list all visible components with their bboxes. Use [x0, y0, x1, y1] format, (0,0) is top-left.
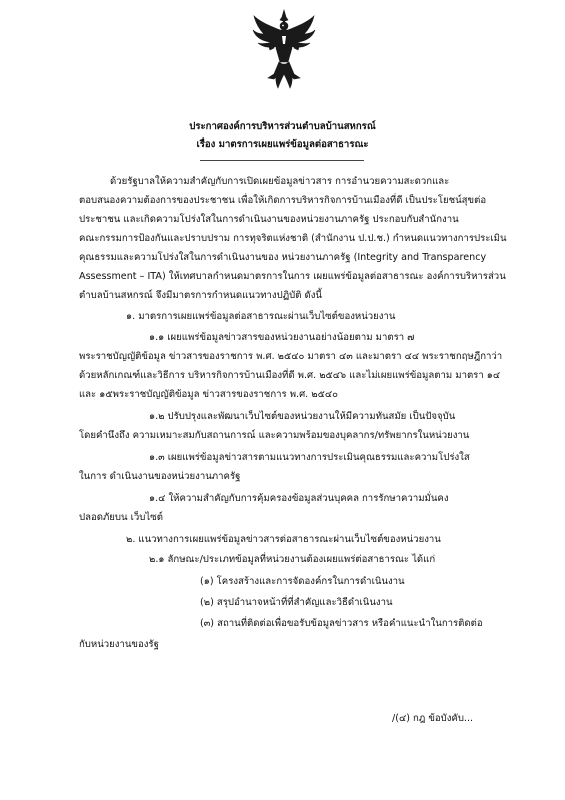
section-1-heading: ๑. มาตรการเผยแพร่ข้อมูลต่อสาธารณะผ่านเว็บไซต์ของหน่วยงาน: [126, 311, 396, 322]
announcement-title: ประกาศองค์การบริหารส่วนตำบลบ้านสหกรณ์: [189, 121, 376, 132]
continued-note: /(๔) กฎ ข้อบังคับ...: [392, 713, 474, 724]
sub-item-3: กับหน่วยงานของรัฐ: [79, 639, 159, 650]
item-1-1: ๑.๑ เผยแพร่ข้อมูลข่าวสารของหน่วยงานอย่างน้อยตาม มาตรา ๗: [149, 332, 415, 343]
intro-line: ตำบลบ้านสหกรณ์ จึงมีมาตรการกำหนดแนวทางปฏิบัติ ดังนี้: [79, 290, 322, 301]
intro-line: ด้วยรัฐบาลให้ความสำคัญกับการเปิดเผยข้อมูลข่าวสาร การอำนวยความสะดวกและ: [110, 176, 450, 187]
item-1-3: ๑.๓ เผยแพร่ข้อมูลข่าวสารตามแนวทางการประเมินคุณธรรมและความโปร่งใส: [149, 452, 470, 463]
intro-line: Assessment – ITA) ให้เทศบาลกำหนดมาตรการในการ เผยแพร่ข้อมูลต่อสาธารณะ องค์การบริหารส่วน: [79, 271, 506, 282]
item-1-1: และ ๑๕พระราชบัญญัติข้อมูล ข่าวสารของราชการ พ.ศ. ๒๕๔๐: [79, 389, 338, 400]
title-divider: [200, 160, 364, 161]
item-1-1: ด้วยหลักเกณฑ์และวิธีการ บริหารกิจการบ้านเมืองที่ดี พ.ศ. ๒๕๔๖ และไม่เผยแพร่ข้อมูลตาม มาตรา ๑๔: [79, 370, 501, 381]
sub-item-3: (๓) สถานที่ติดต่อเพื่อขอรับข้อมูลข่าวสาร หรือคำแนะนำในการติดต่อ: [200, 618, 483, 629]
garuda-emblem-icon: [252, 8, 316, 90]
intro-line: คุณธรรมและความโปร่งใสในการดำเนินงานของ หน่วยงานภาครัฐ (Integrity and Transparency: [79, 252, 487, 263]
intro-line: ตอบสนองความต้องการของประชาชน เพื่อให้เกิดการบริหารกิจการบ้านเมืองที่ดี เป็นประโยชน์สุขต่อ: [79, 195, 487, 206]
sub-item-1: (๑) โครงสร้างและการจัดองค์กรในการดำเนินงาน: [200, 576, 405, 587]
sub-item-2: (๒) สรุปอำนาจหน้าที่ที่สำคัญและวิธีดำเนินงาน: [200, 597, 393, 608]
section-2-heading: ๒. แนวทางการเผยแพร่ข้อมูลข่าวสารต่อสาธารณะผ่านเว็บไซต์ของหน่วยงาน: [126, 534, 441, 545]
item-1-2: โดยคำนึงถึง ความเหมาะสมกับสถานการณ์ และความพร้อมของบุคลากร/ทรัพยากรในหน่วยงาน: [79, 430, 470, 441]
item-2-1: ๒.๑ ลักษณะ/ประเภทข้อมูลที่หน่วยงานต้องเผยแพร่ต่อสาธารณะ ได้แก่: [149, 554, 436, 565]
announcement-subject: เรื่อง มาตรการเผยแพร่ข้อมูลต่อสาธารณะ: [196, 139, 369, 150]
item-1-4: ปลอดภัยบน เว็บไซต์: [79, 512, 163, 523]
item-1-4: ๑.๔ ให้ความสำคัญกับการคุ้มครองข้อมูลส่วนบุคคล การรักษาความมั่นคง: [149, 493, 449, 504]
item-1-3: ในการ ดำเนินงานของหน่วยงานภาครัฐ: [79, 471, 241, 482]
item-1-1: พระราชบัญญัติข้อมูล ข่าวสารของราชการ พ.ศ. ๒๕๔๐ มาตรา ๔๓ และมาตรา ๔๔ พระราชกฤษฎีกาว่า: [79, 351, 503, 362]
item-1-2: ๑.๒ ปรับปรุงและพัฒนาเว็บไซต์ของหน่วยงานให้มีความทันสมัย เป็นปัจจุบัน: [149, 411, 456, 422]
intro-line: คณะกรรมการป้องกันและปราบปราม การทุจริตแห่งชาติ (สำนักงาน ป.ป.ช.) กำหนดแนวทางการประเมิน: [79, 233, 507, 244]
intro-line: ประชาชน และเกิดความโปร่งใสในการดำเนินงานของหน่วยงานภาครัฐ ประกอบกับสำนักงาน: [79, 214, 459, 225]
